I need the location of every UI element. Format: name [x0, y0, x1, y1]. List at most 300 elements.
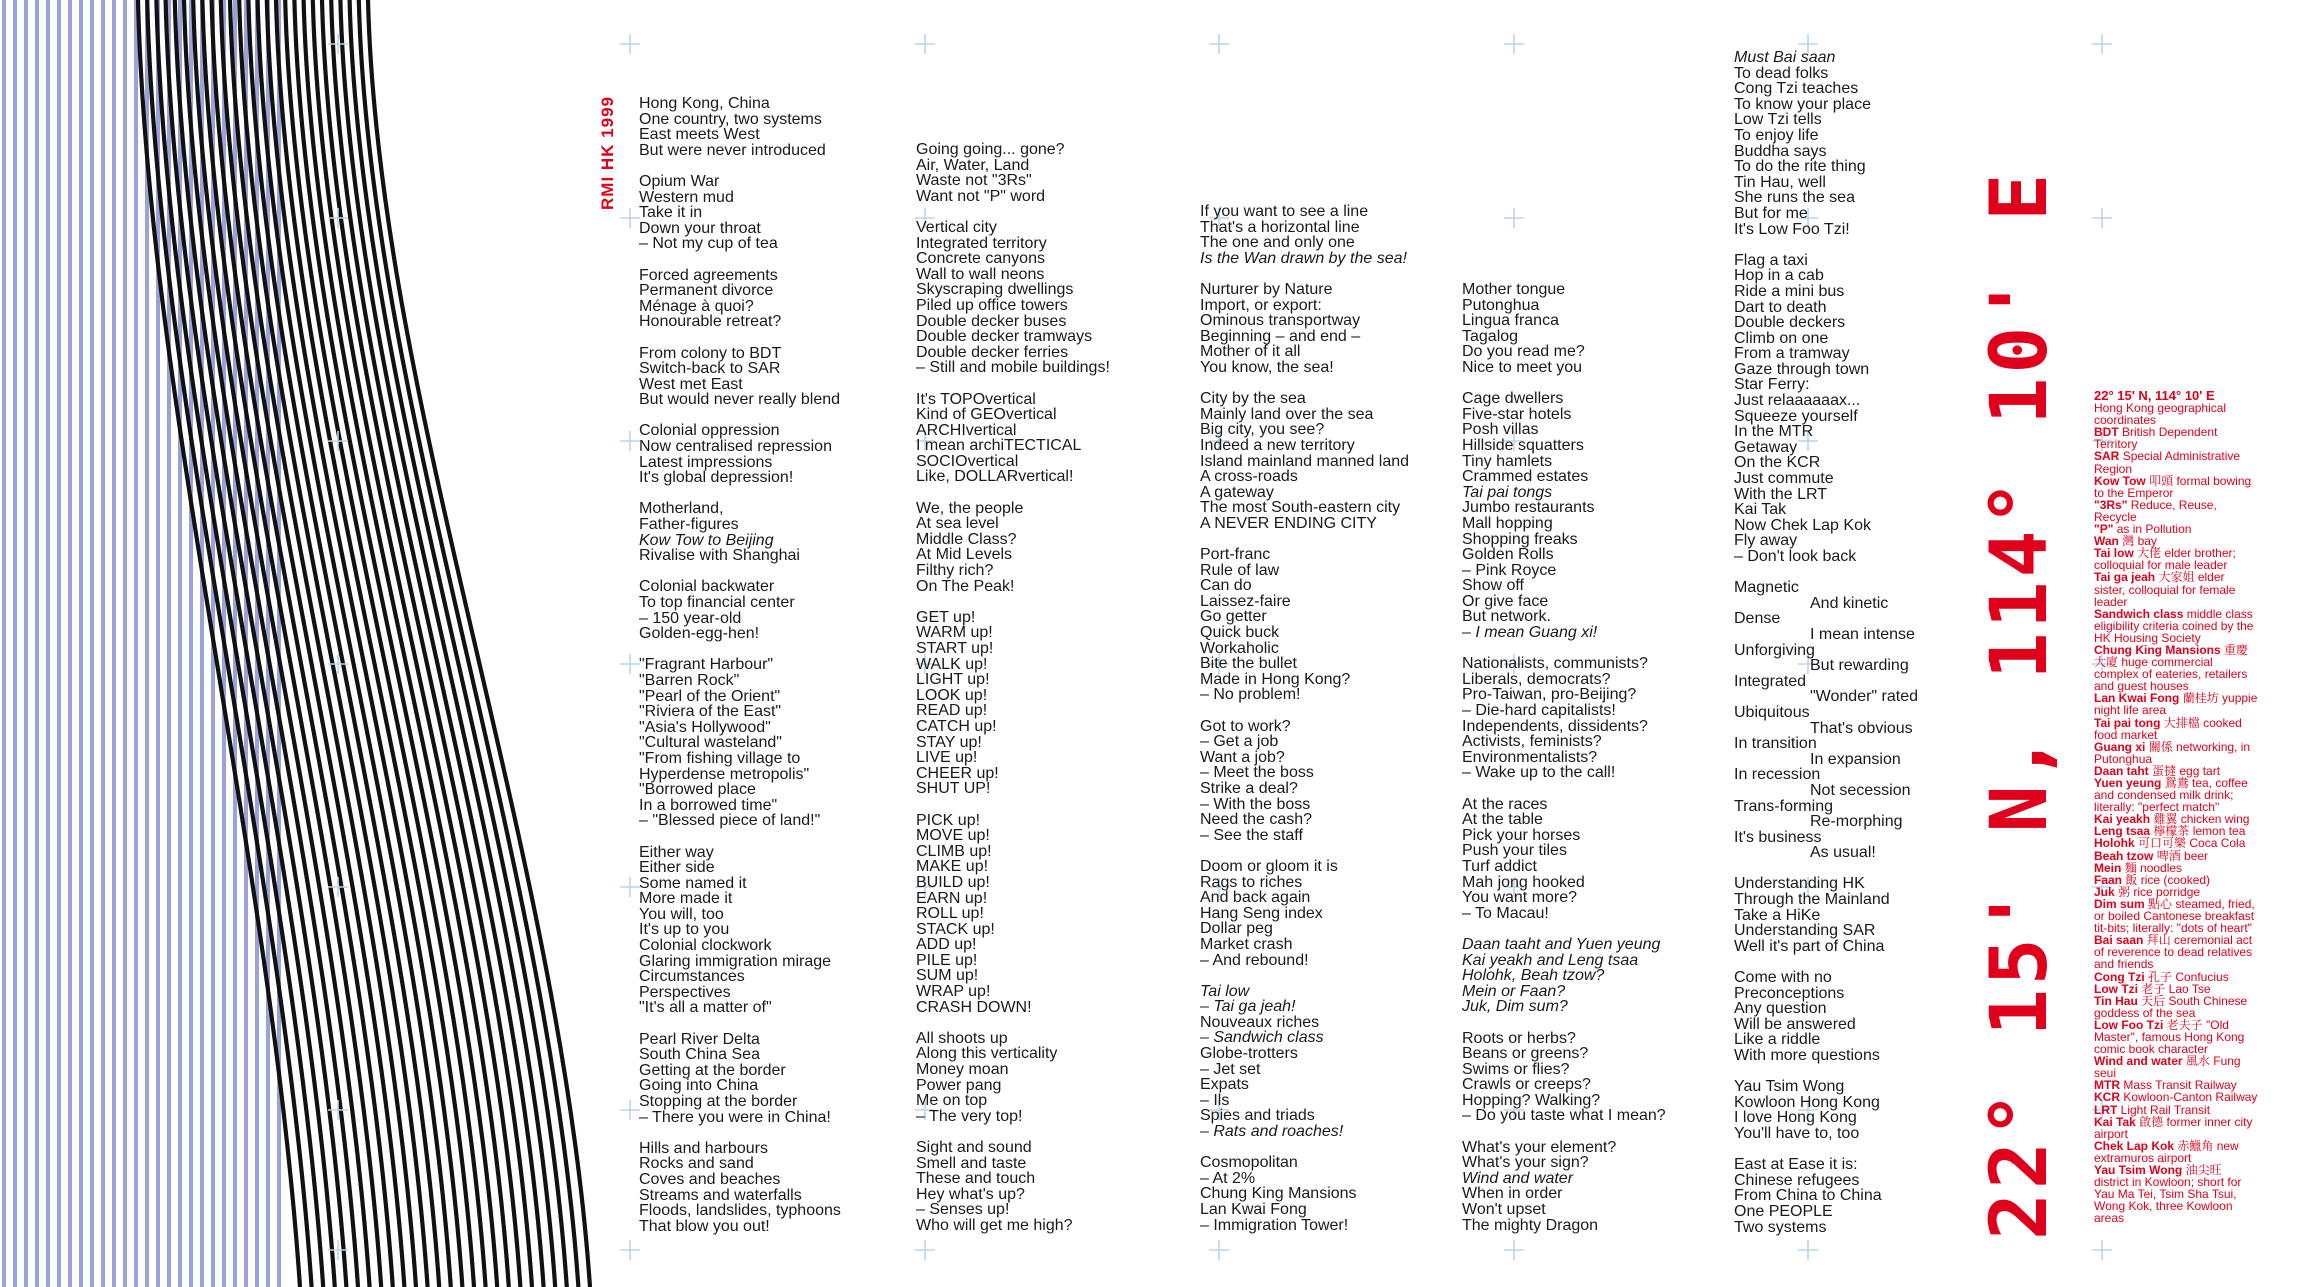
poem-line: Is the Wan drawn by the sea!: [1200, 249, 1407, 267]
crosshair-mark: [1504, 208, 1524, 228]
poem-line: [1200, 266, 1409, 282]
poem-line: CHEER up!: [916, 764, 999, 782]
glossary-term: KCR: [2094, 1090, 2120, 1105]
glossary-term: Kow Tow: [2094, 473, 2146, 488]
glossary-term: LRT: [2094, 1102, 2118, 1117]
poem-line: Workaholic: [1200, 639, 1279, 657]
poem-line: Island mainland manned land: [1200, 452, 1410, 470]
poem-line: [1734, 861, 1918, 877]
poem-line: Swims or flies?: [1462, 1060, 1570, 1078]
poem-line: Latest impressions: [639, 453, 773, 471]
poem-line: Posh villas: [1462, 421, 1539, 439]
poem-line: Mall hopping: [1462, 514, 1553, 532]
poem-line: [639, 829, 841, 845]
poem-line: Colonial backwater: [639, 578, 775, 596]
poem-line: Smell and taste: [916, 1154, 1027, 1172]
poem-line: "It's all a matter of": [639, 999, 772, 1017]
glossary-definition: 灣 bay: [2122, 534, 2157, 549]
poem-line: LOOK up!: [916, 686, 988, 704]
poem-line: "Wonder" rated: [1810, 688, 1919, 706]
glossary-definition: Hong Kong geographical coordinates: [2094, 401, 2227, 428]
poem-line: Hong Kong, China: [639, 95, 770, 112]
poem-line: Concrete canyons: [916, 250, 1045, 268]
poem-line: EARN up!: [916, 889, 988, 907]
poem-line: Expats: [1200, 1076, 1249, 1094]
poem-line: – "Blessed piece of land!": [639, 812, 821, 830]
poem-line: – Pink Royce: [1462, 561, 1557, 579]
glossary-definition: 天后 South Chinese goddess of the sea: [2094, 993, 2248, 1020]
poem-line: Independents, dissidents?: [1462, 717, 1648, 735]
poem-line: We, the people: [916, 499, 1024, 517]
glossary-definition: 可口可樂 Coca Cola: [2138, 836, 2246, 851]
poem-line: Integrated territory: [916, 234, 1047, 252]
glossary-term: "P": [2094, 522, 2114, 537]
crosshair-mark: [328, 1100, 348, 1120]
poem-line: It's business: [1734, 828, 1822, 846]
poem-line: ROLL up!: [916, 905, 984, 923]
poem-line: Mein or Faan?: [1462, 982, 1566, 1000]
crosshair-mark: [2092, 34, 2112, 54]
poem-line: Golden Rolls: [1462, 546, 1554, 564]
glossary-definition: Reduce, Reuse, Recycle: [2094, 497, 2217, 524]
poem-line: Daan taaht and Yuen yeung: [1462, 935, 1661, 953]
glossary-definition: 老夫子 "Old Master", famous Hong Kong comic book character: [2094, 1017, 2245, 1057]
poem-line: Mother of it all: [1200, 343, 1301, 361]
poem-line: A cross-roads: [1200, 468, 1298, 486]
poem-line: East meets West: [639, 126, 760, 144]
poem-line: With the LRT: [1734, 485, 1828, 503]
poem-line: Dense: [1734, 610, 1781, 628]
glossary-entry: [2094, 741, 2259, 765]
poem-line: West met East: [639, 375, 743, 393]
poem-line: MOVE up!: [916, 827, 990, 845]
glossary-definition: 老子 Lao Tse: [2141, 981, 2211, 996]
poem-line: East at Ease it is:: [1734, 1156, 1858, 1174]
poem-line: [916, 204, 1110, 220]
poem-line: Cosmopolitan: [1200, 1154, 1298, 1172]
poem-line: Do you read me?: [1462, 343, 1585, 361]
glossary-term: Daan taht: [2094, 763, 2149, 778]
poem-line: Air, Water, Land: [916, 156, 1030, 174]
glossary-definition: 大佬 elder brother; colloquial for male leader: [2094, 546, 2236, 573]
poem-line: – The very top!: [916, 1107, 1023, 1125]
crosshair-mark: [2092, 1240, 2112, 1260]
glossary-term: Beah tzow: [2094, 848, 2154, 863]
glossary-definition: 風水 Fung seui: [2094, 1054, 2241, 1081]
poem-line: Pick your horses: [1462, 826, 1581, 844]
glossary-definition: 赤鱲角 new extramuros airport: [2094, 1138, 2239, 1165]
poem-line: READ up!: [916, 702, 988, 720]
crosshair-mark: [1504, 34, 1524, 54]
poem-line: Five-star hotels: [1462, 405, 1572, 423]
poem-line: Need the cash?: [1200, 811, 1313, 829]
glossary-entry: [2094, 608, 2259, 644]
poem-line: Filthy rich?: [916, 562, 994, 580]
glossary-definition: 麵 noodles: [2124, 860, 2183, 875]
poem-line: Down your throat: [639, 219, 761, 237]
poem-line: Permanent divorce: [639, 282, 774, 300]
poem-line: Me on top: [916, 1092, 988, 1110]
poem-line: Through the Mainland: [1734, 891, 1890, 909]
glossary-entry: [2094, 390, 2259, 426]
poem-line: The mighty Dragon: [1462, 1216, 1599, 1234]
poem-line: Kow Tow to Beijing: [639, 531, 774, 549]
poem-line: – Don't look back: [1734, 548, 1857, 565]
poem-line: Ride a mini bus: [1734, 282, 1845, 300]
poem-line: ARCHIvertical: [916, 421, 1017, 439]
glossary-term: Tai low: [2094, 546, 2134, 561]
poem-line: [916, 797, 1110, 813]
poem-line: From a tramway: [1734, 345, 1850, 363]
poem-line: START up!: [916, 640, 994, 657]
poem-line: Lingua franca: [1462, 312, 1559, 330]
poem-line: You will, too: [639, 905, 724, 923]
poem-line: "From fishing village to: [639, 749, 801, 767]
poem-line: Understanding SAR: [1734, 922, 1876, 940]
glossary-term: Chung King Mansions: [2094, 642, 2221, 657]
poem-line: [1462, 1124, 1666, 1140]
poem-line: PICK up!: [916, 811, 981, 829]
poem-line: Hey what's up?: [916, 1185, 1025, 1203]
poem-line: STAY up!: [916, 733, 982, 751]
glossary-term: Wan: [2094, 534, 2119, 549]
poem-line: Ubiquitous: [1734, 703, 1810, 721]
poem-line: [1734, 1142, 1918, 1158]
poem-line: City by the sea: [1200, 390, 1306, 408]
glossary-term: Yau Tsim Wong: [2094, 1163, 2183, 1177]
poem-line: Going going... gone?: [916, 141, 1065, 158]
poem-line: Switch-back to SAR: [639, 360, 781, 378]
poem-line: On The Peak!: [916, 577, 1015, 595]
poem-line: [639, 1125, 841, 1141]
poem-line: [639, 1016, 841, 1032]
poem-line: Waste not "3Rs": [916, 172, 1032, 190]
poem-line: Floods, landslides, typhoons: [639, 1202, 841, 1220]
poem-line: Trans-forming: [1734, 797, 1833, 815]
poem-line: Now Chek Lap Kok: [1734, 516, 1871, 534]
poem-line: Hopping? Walking?: [1462, 1091, 1601, 1109]
poem-line: [1462, 641, 1666, 657]
poem-line: – Wake up to the call!: [1462, 764, 1616, 782]
poem-line: And back again: [1200, 889, 1311, 907]
poem-line: Rags to riches: [1200, 873, 1303, 891]
glossary-entry: [2094, 692, 2259, 716]
poem-line: If you want to see a line: [1200, 203, 1369, 220]
poem-line: STACK up!: [916, 920, 995, 938]
poem-column-5: [1734, 50, 1918, 1235]
poem-line: – With the boss: [1200, 795, 1311, 813]
poem-line: ADD up!: [916, 936, 977, 954]
poem-line: Just relaaaaaax...: [1734, 392, 1861, 410]
glossary-definition: 粥 rice porridge: [2118, 884, 2201, 899]
glossary-term: MTR: [2094, 1078, 2120, 1093]
poem-line: You'll have to, too: [1734, 1124, 1860, 1142]
poem-line: "Riviera of the East": [639, 703, 782, 721]
crosshair-mark: [620, 1100, 640, 1120]
poem-line: Sight and sound: [916, 1139, 1032, 1156]
poem-line: Crawls or creeps?: [1462, 1076, 1591, 1094]
poem-line: Take a HiKe: [1734, 906, 1821, 924]
poem-line: Nurturer by Nature: [1200, 280, 1333, 298]
poem-line: Chung King Mansions: [1200, 1185, 1357, 1203]
crosshair-mark: [620, 208, 640, 228]
glossary-definition: 油尖旺 district in Kowloon; short for Yau Ma Tei, Tsim Sha Tsui, Wong Kok, three Kowloon areas: [2094, 1163, 2242, 1226]
poem-line: The most South-eastern city: [1200, 499, 1401, 517]
poem-line: Shopping freaks: [1462, 530, 1578, 548]
poem-line: GET up!: [916, 608, 976, 626]
poem-line: Dollar peg: [1200, 920, 1273, 938]
poem-line: Skyscraping dwellings: [916, 281, 1074, 299]
poem-line: At Mid Levels: [916, 546, 1013, 564]
poem-line: Pro-Taiwan, pro-Beijing?: [1462, 686, 1637, 704]
crosshair-mark: [620, 654, 640, 674]
poem-line: Nationalists, communists?: [1462, 655, 1648, 673]
poem-line: To dead folks: [1734, 64, 1829, 82]
crosshair-mark: [328, 654, 348, 674]
poem-line: Colonial clockwork: [639, 937, 772, 955]
poem-line: Double decker buses: [916, 312, 1067, 330]
glossary-definition: Kowloon-Canton Railway: [2123, 1090, 2258, 1105]
poem-line: At the table: [1462, 811, 1543, 829]
poem-line: She runs the sea: [1734, 189, 1855, 207]
poem-line: Low Tzi tells: [1734, 111, 1822, 129]
poem-line: Come with no: [1734, 969, 1832, 987]
glossary-term: 22° 15' N, 114° 10' E: [2094, 388, 2215, 403]
poem-line: Environmentalists?: [1462, 748, 1598, 766]
poem-line: [1734, 954, 1918, 970]
glossary-definition: 鴛鴦 tea, coffee and condensed milk drink; literally: "perfect match": [2094, 776, 2248, 815]
crosshair-mark: [328, 431, 348, 451]
poem-line: Circumstances: [639, 968, 745, 986]
glossary-definition: 檸檬茶 lemon tea: [2153, 824, 2246, 839]
glossary-definition: 蘭桂坊 yuppie night life area: [2094, 691, 2258, 718]
poem-line: "Fragrant Harbour": [639, 656, 774, 674]
poem-line: [639, 252, 841, 268]
crosshair-mark: [1209, 34, 1229, 54]
poem-line: You know, the sea!: [1200, 358, 1334, 376]
poem-line: To top financial center: [639, 594, 795, 611]
poem-line: [639, 564, 841, 580]
poem-line: [1200, 968, 1409, 984]
poem-line: Crammed estates: [1462, 468, 1589, 486]
poem-line: WALK up!: [916, 655, 988, 673]
poem-line: It's Low Foo Tzi!: [1734, 220, 1850, 238]
poem-line: WARM up!: [916, 624, 993, 642]
poem-line: Turf addict: [1462, 857, 1537, 875]
poem-line: Hop in a cab: [1734, 267, 1824, 285]
poem-line: Tagalog: [1462, 327, 1519, 345]
glossary-term: Kai Tak: [2094, 1114, 2136, 1129]
poem-line: But were never introduced: [639, 141, 826, 159]
poem-line: The one and only one: [1200, 234, 1355, 252]
poem-line: Golden-egg-hen!: [639, 625, 760, 643]
poem-line: Show off: [1462, 577, 1524, 595]
glossary-term: Dim sum: [2094, 896, 2145, 911]
poem-line: Liberals, democrats?: [1462, 670, 1611, 688]
poem-line: These and touch: [916, 1170, 1036, 1188]
poem-line: [1462, 376, 1666, 392]
poem-line: [1734, 565, 1918, 581]
poem-line: Double decker tramways: [916, 328, 1093, 346]
poem-line: In the MTR: [1734, 423, 1814, 441]
poem-line: When in order: [1462, 1185, 1563, 1203]
poem-line: Understanding HK: [1734, 875, 1865, 893]
crosshair-mark: [620, 877, 640, 897]
poem-line: Rocks and sand: [639, 1155, 754, 1173]
poem-line: In transition: [1734, 735, 1817, 753]
crosshair-mark: [328, 877, 348, 897]
glossary-term: Juk: [2094, 884, 2115, 899]
poem-line: – Jet set: [1200, 1060, 1261, 1078]
poem-line: Nice to meet you: [1462, 358, 1583, 376]
poem-line: What's your element?: [1462, 1138, 1617, 1156]
poem-line: [916, 1124, 1110, 1140]
poem-line: Want a job?: [1200, 748, 1285, 766]
glossary-term: Lan Kwai Fong: [2094, 691, 2180, 706]
poem-line: Beans or greens?: [1462, 1045, 1589, 1063]
glossary-term: Kai yeakh: [2094, 812, 2151, 827]
poem-column-3: [1200, 204, 1409, 1233]
glossary-definition: 叩頭 formal bowing to the Emperor: [2094, 473, 2252, 500]
poem-line: Wall to wall neons: [916, 265, 1045, 283]
poem-line: [916, 376, 1110, 392]
glossary-entry: [2094, 995, 2259, 1019]
glossary-definition: 雞翼 chicken wing: [2153, 812, 2250, 827]
poem-line: Or give face: [1462, 592, 1549, 610]
poem-line: From China to China: [1734, 1187, 1882, 1205]
poem-line: – Die-hard capitalists!: [1462, 702, 1616, 720]
glossary-definition: Special Administrative Region: [2094, 449, 2241, 476]
glossary-entry: [2094, 777, 2259, 813]
crosshair-mark: [1798, 1240, 1818, 1260]
poem-line: I love Hong Kong: [1734, 1109, 1857, 1127]
poem-line: Kai yeakh and Leng tsaa: [1462, 951, 1639, 969]
poem-line: Tai low: [1200, 982, 1250, 1000]
poem-line: Tiny hamlets: [1462, 452, 1553, 470]
poem-line: Along this verticality: [916, 1045, 1058, 1063]
glossary-term: SAR: [2094, 449, 2120, 464]
poem-line: "Borrowed place: [639, 781, 756, 799]
poem-line: [639, 486, 841, 502]
glossary-entry: [2094, 934, 2259, 970]
glossary-definition: Mass Transit Railway: [2123, 1078, 2237, 1093]
poem-line: Middle Class?: [916, 530, 1017, 548]
glossary-definition: 啤酒 beer: [2156, 848, 2209, 863]
glossary-term: Tai ga jeah: [2094, 570, 2156, 585]
poem-line: Honourable retreat?: [639, 313, 782, 331]
glossary-entry: [2094, 426, 2259, 450]
poem-line: But network.: [1462, 608, 1551, 626]
glossary-definition: 大家姐 elder sister, colloquial for female leader: [2094, 570, 2236, 609]
glossary-term: Cong Tzi: [2094, 969, 2145, 984]
glossary-definition: British Dependent Territory: [2094, 425, 2218, 452]
poem-line: Integrated: [1734, 672, 1807, 690]
glossary-term: BDT: [2094, 425, 2119, 440]
poem-line: Double decker ferries: [916, 343, 1069, 361]
poem-line: – Rats and roaches!: [1200, 1123, 1344, 1141]
poem-line: Must Bai saan: [1734, 49, 1836, 66]
glossary-entry: [2094, 571, 2259, 607]
poem-line: But rewarding: [1810, 657, 1909, 675]
poem-line: Beginning – and end –: [1200, 327, 1361, 345]
poem-line: [639, 158, 841, 174]
poem-line: Hang Seng index: [1200, 904, 1323, 922]
glossary-entry: [2094, 1019, 2259, 1055]
glossary-term: Tin Hau: [2094, 993, 2138, 1008]
poem-line: All shoots up: [916, 1029, 1008, 1047]
poem-line: Now centralised repression: [639, 438, 832, 456]
poem-line: Well it's part of China: [1734, 937, 1885, 955]
poem-line: Take it in: [639, 204, 703, 222]
glossary-definition: 飯 rice (cooked): [2125, 872, 2211, 887]
poem-line: – To Macau!: [1462, 904, 1549, 922]
poem-line: – No problem!: [1200, 686, 1301, 704]
poem-line: Forced agreements: [639, 266, 778, 284]
glossary-entry: [2094, 644, 2259, 692]
poem-line: Father-figures: [639, 516, 739, 534]
poem-line: [639, 642, 841, 658]
poem-line: Won't upset: [1462, 1201, 1546, 1219]
poem-line: Kai Tak: [1734, 501, 1787, 519]
poem-line: Glaring immigration mirage: [639, 952, 832, 970]
poem-line: Two systems: [1734, 1218, 1827, 1236]
poem-line: Big city, you see?: [1200, 421, 1325, 439]
glossary-definition: as in Pollution: [2116, 522, 2192, 537]
poem-line: Magnetic: [1734, 579, 1799, 597]
poem-line: Kowloon Hong Kong: [1734, 1093, 1880, 1111]
poem-line: Who will get me high?: [916, 1216, 1073, 1234]
glossary-term: Mein: [2094, 860, 2122, 875]
poem-line: Flag a taxi: [1734, 251, 1808, 269]
glossary-entry: [2094, 499, 2259, 523]
crosshair-mark: [1504, 1240, 1524, 1260]
poem-line: But would never really blend: [639, 391, 841, 409]
poem-line: Streams and waterfalls: [639, 1186, 802, 1204]
poem-line: Either way: [639, 843, 714, 861]
poem-line: Wind and water: [1462, 1169, 1574, 1187]
poem-line: That's obvious: [1810, 719, 1913, 737]
poem-line: Hillside squatters: [1462, 436, 1584, 454]
poem-line: From colony to BDT: [639, 344, 782, 362]
poem-line: SOCIOvertical: [916, 452, 1019, 470]
crosshair-mark: [915, 1240, 935, 1260]
crosshair-mark: [620, 431, 640, 451]
glossary-term: Chek Lap Kok: [2094, 1138, 2175, 1153]
crosshair-mark: [328, 34, 348, 54]
glossary-definition: 關係 networking, in Putonghua: [2094, 739, 2251, 766]
poem-line: One country, two systems: [639, 110, 822, 128]
poem-line: Mother tongue: [1462, 281, 1566, 298]
poem-line: Like a riddle: [1734, 1031, 1821, 1049]
poem-line: – Ils: [1200, 1091, 1230, 1109]
glossary-entry: [2094, 1164, 2259, 1224]
poem-line: To do the rite thing: [1734, 158, 1866, 176]
poem-line: [1200, 376, 1409, 392]
poem-line: – Not my cup of tea: [639, 235, 778, 253]
glossary-entry: [2094, 475, 2259, 499]
poem-line: Perspectives: [639, 983, 731, 1001]
poem-line: Doom or gloom it is: [1200, 857, 1338, 875]
poem-line: – And rebound!: [1200, 951, 1309, 969]
poem-line: At sea level: [916, 515, 999, 533]
poem-line: To know your place: [1734, 95, 1871, 113]
poem-line: Yau Tsim Wong: [1734, 1078, 1845, 1096]
poem-line: PILE up!: [916, 951, 978, 969]
poem-line: Putonghua: [1462, 296, 1540, 314]
glossary-definition: 重慶大廈 huge commercial complex of eateries, retailers and guest houses: [2094, 642, 2249, 694]
poem-line: Cong Tzi teaches: [1734, 80, 1859, 98]
glossary-term: Sandwich class: [2094, 606, 2184, 621]
